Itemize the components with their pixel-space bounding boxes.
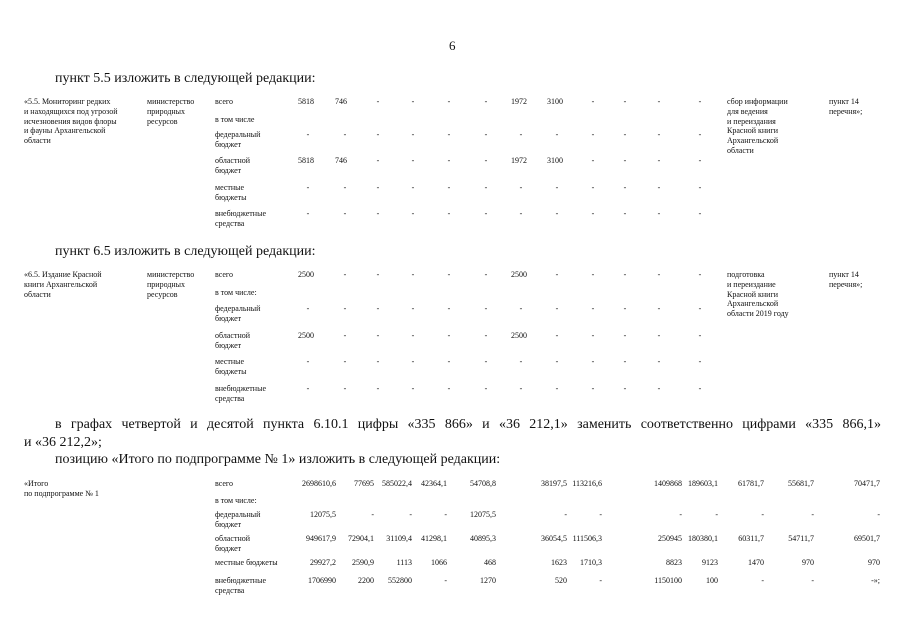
amend-paragraph-line1: в графах четвертой и десятой пункта 6.10.1 цифры «335 866» и «36 212,1» заменить соответственно цифрами «335 866,1» (55, 417, 881, 432)
table-5-5-dash: - (698, 97, 702, 106)
table-5-5-result-line: Красной книги (727, 126, 779, 136)
total-value: 70471,7 (854, 479, 880, 488)
amend-paragraph-line3: позицию «Итого по подпрограмме № 1» изложить в следующей редакции: (55, 452, 501, 467)
total-row-label-line: местные бюджеты (215, 558, 278, 567)
table-6-5-dash: - (591, 304, 595, 313)
table-5-5-dash: - (484, 183, 488, 192)
table-5-5-dash: - (623, 156, 627, 165)
total-value: - (811, 576, 814, 585)
table-6-5-dash: - (447, 331, 451, 340)
table-5-5-dash: - (447, 97, 451, 106)
total-row-label (215, 496, 257, 506)
table-5-5-value: 1972 (511, 156, 527, 165)
table-5-5-dash: - (411, 156, 415, 165)
total-row-label-line: бюджет (215, 543, 242, 553)
total-value: - (877, 510, 880, 519)
total-value: 250945 (658, 534, 682, 543)
table-5-5-row-label-line: средства (215, 218, 245, 228)
table-6-5-result-line: области 2019 году (727, 309, 789, 319)
table-5-5-dash: - (519, 209, 523, 218)
table-5-5-dash: - (484, 97, 488, 106)
table-5-5-dash: - (447, 156, 451, 165)
table-5-5-dash: - (343, 130, 347, 139)
table-5-5-value: 3100 (547, 156, 563, 165)
table-5-5-dash: - (306, 183, 310, 192)
total-row-label-line: областной (215, 534, 251, 543)
table-6-5-dash: - (591, 270, 595, 279)
total-value: - (715, 510, 718, 519)
table-6-5-reference-line: перечня»; (829, 279, 863, 289)
total-value: 69501,7 (854, 534, 880, 543)
total-value: 2698610,6 (302, 479, 336, 488)
table-5-5-row-label-line: бюджет (215, 139, 242, 149)
total-value: 180380,1 (688, 534, 718, 543)
table-5-5-dash: - (555, 209, 559, 218)
total-value: - (371, 510, 374, 519)
table-6-5-row-label-line: средства (215, 393, 245, 403)
total-name-line: по подпрограмме № 1 (24, 488, 99, 498)
table-6-5-dash: - (555, 270, 559, 279)
table-6-5-dash: - (306, 304, 310, 313)
total-value: - (444, 576, 447, 585)
table-6-5-dash: - (343, 331, 347, 340)
total-value: - (761, 510, 764, 519)
table-5-5-executor-line: ресурсов (147, 116, 178, 126)
table-5-5-value: 746 (335, 156, 347, 165)
total-value: 41298,1 (421, 534, 447, 543)
table-5-5-name-line: «5.5. Мониторинг редких (24, 97, 111, 106)
table-6-5-dash: - (698, 270, 702, 279)
table-5-5-result-line: области (727, 145, 754, 155)
total-value: 1623 (551, 558, 567, 567)
table-5-5-dash: - (623, 183, 627, 192)
table-5-5-result-line: для ведения (727, 106, 768, 116)
total-row-label (215, 558, 278, 568)
total-value: 8823 (666, 558, 682, 567)
table-6-5-dash: - (555, 331, 559, 340)
table-5-5-dash: - (623, 209, 627, 218)
table-6-5-dash: - (306, 384, 310, 393)
table-6-5-dash: - (411, 304, 415, 313)
total-value: 61781,7 (738, 479, 764, 488)
table-6-5-dash: - (343, 357, 347, 366)
total-value: 585022,4 (382, 479, 412, 488)
table-6-5-dash: - (484, 357, 488, 366)
table-5-5-reference-line: перечня»; (829, 106, 863, 116)
table-5-5-dash: - (376, 97, 380, 106)
total-value: 12075,5 (470, 510, 496, 519)
total-value: 1470 (748, 558, 764, 567)
total-value: 12075,5 (310, 510, 336, 519)
total-row-label-line: средства (215, 585, 245, 595)
table-5-5-dash: - (591, 97, 595, 106)
total-value: 77695 (354, 479, 374, 488)
total-value: 38197,5 (541, 479, 567, 488)
total-value: - (761, 576, 764, 585)
table-5-5-value: 5818 (298, 156, 314, 165)
table-6-5-row-label-line: бюджеты (215, 366, 247, 376)
total-value: 468 (484, 558, 496, 567)
table-5-5-dash: - (657, 183, 661, 192)
table-5-5-dash: - (657, 156, 661, 165)
table-5-5-name-line: и находящихся под угрозой (24, 106, 118, 116)
table-6-5-dash: - (447, 384, 451, 393)
table-6-5-dash: - (484, 384, 488, 393)
total-name (24, 479, 99, 499)
table-5-5-value: 3100 (547, 97, 563, 106)
table-5-5-dash: - (519, 130, 523, 139)
table-5-5-name-line: области (24, 136, 51, 146)
total-value: 1113 (396, 558, 412, 567)
table-5-5-dash: - (411, 97, 415, 106)
table-5-5-dash: - (411, 130, 415, 139)
table-6-5-dash: - (623, 357, 627, 366)
table-6-5-dash: - (657, 304, 661, 313)
total-row-label-line: федеральный (215, 510, 261, 519)
table-5-5-dash: - (657, 209, 661, 218)
table-6-5-result-line: Красной книги (727, 289, 779, 299)
total-row-label (215, 510, 260, 530)
total-row-label-line: всего (215, 479, 234, 488)
total-value: 100 (706, 576, 718, 585)
table-6-5-dash: - (657, 357, 661, 366)
table-6-5-dash: - (343, 384, 347, 393)
table-6-5-row-label-line: федеральный (215, 304, 261, 313)
table-6-5-dash: - (411, 357, 415, 366)
table-5-5-result-line: Архангельской (727, 136, 779, 146)
table-5-5-dash: - (623, 97, 627, 106)
total-value: 1409868 (654, 479, 682, 488)
table-5-5-dash: - (411, 183, 415, 192)
table-6-5-dash: - (623, 304, 627, 313)
table-6-5-dash: - (591, 357, 595, 366)
total-value: 1270 (480, 576, 496, 585)
table-5-5-value: 5818 (298, 97, 314, 106)
total-value: - (444, 510, 447, 519)
table-6-5-dash: - (698, 384, 702, 393)
total-value: 113216,6 (572, 479, 602, 488)
total-value: 60311,7 (738, 534, 764, 543)
table-5-5-dash: - (306, 130, 310, 139)
table-5-5-dash: - (343, 183, 347, 192)
table-6-5-dash: - (484, 270, 488, 279)
table-6-5-reference-line: пункт 14 (829, 270, 859, 279)
total-value: 520 (555, 576, 567, 585)
table-5-5-row-label-line: внебюджетные (215, 209, 266, 218)
table-6-5-dash: - (376, 304, 380, 313)
total-row-label (215, 479, 233, 489)
total-value: 552800 (388, 576, 412, 585)
table-5-5-name-line: и фауны Архангельской (24, 126, 106, 136)
table-5-5-row-label-line: в том числе (215, 115, 255, 124)
amend-paragraph-line2: и «36 212,2»; (24, 435, 102, 450)
table-6-5-row-label-line: всего (215, 270, 234, 279)
table-6-5-row-label-line: в том числе: (215, 288, 257, 297)
total-value: 970 (868, 558, 880, 567)
table-5-5-row-label-line: местные (215, 183, 245, 192)
table-6-5-dash: - (555, 384, 559, 393)
table-6-5-dash: - (411, 331, 415, 340)
page-number: 6 (449, 38, 456, 53)
table-5-5-dash: - (484, 130, 488, 139)
table-6-5-name-line: «6.5. Издание Красной (24, 270, 102, 279)
table-6-5-dash: - (657, 270, 661, 279)
table-6-5-row-label-line: местные (215, 357, 245, 366)
table-6-5-dash: - (555, 357, 559, 366)
total-value: 36054,5 (541, 534, 567, 543)
table-5-5-dash: - (698, 209, 702, 218)
table-6-5-dash: - (623, 331, 627, 340)
table-6-5-dash: - (376, 384, 380, 393)
total-value: 40895,3 (470, 534, 496, 543)
total-row-label (215, 576, 266, 596)
total-value: 949617,9 (306, 534, 336, 543)
table-6-5-dash: - (657, 331, 661, 340)
total-value: 29927,2 (310, 558, 336, 567)
table-5-5-row-label-line: бюджет (215, 165, 242, 175)
table-6-5-row-label-line: бюджет (215, 313, 242, 323)
table-5-5-dash: - (376, 209, 380, 218)
table-6-5-dash: - (306, 357, 310, 366)
table-6-5-row-label-line: областной (215, 331, 251, 340)
table-6-5-dash: - (447, 270, 451, 279)
table-6-5-value: 2500 (511, 270, 527, 279)
total-value: - (679, 510, 682, 519)
total-value: 111506,3 (572, 534, 602, 543)
table-5-5-dash: - (343, 209, 347, 218)
table-5-5-dash: - (657, 130, 661, 139)
table-6-5-dash: - (484, 331, 488, 340)
table-6-5-name-line: книги Архангельской (24, 279, 98, 289)
total-value: 55681,7 (788, 479, 814, 488)
total-value: 72904,1 (348, 534, 374, 543)
table-5-5-row-label-line: бюджеты (215, 192, 247, 202)
total-value: 1706990 (308, 576, 336, 585)
table-5-5-dash: - (555, 183, 559, 192)
table-5-5-dash: - (484, 209, 488, 218)
table-5-5-row-label-line: федеральный (215, 130, 261, 139)
table-6-5-value: 2500 (298, 270, 314, 279)
total-value: 2200 (358, 576, 374, 585)
table-5-5-result-line: и переиздания (727, 116, 776, 126)
total-value: 2590,9 (352, 558, 374, 567)
total-value: -»; (871, 576, 880, 585)
table-6-5-dash: - (519, 357, 523, 366)
total-row-label-line: внебюджетные (215, 576, 266, 585)
total-row-label-line: в том числе: (215, 496, 257, 505)
table-6-5-result-line: и переиздание (727, 279, 776, 289)
table-6-5-dash: - (343, 270, 347, 279)
heading-5-5: пункт 5.5 изложить в следующей редакции: (55, 71, 316, 86)
table-5-5-dash: - (447, 183, 451, 192)
total-value: 1150100 (654, 576, 682, 585)
total-value: 9123 (702, 558, 718, 567)
total-name-line: «Итого (24, 479, 49, 488)
table-6-5-dash: - (698, 357, 702, 366)
table-5-5-dash: - (519, 183, 523, 192)
table-5-5-dash: - (591, 209, 595, 218)
total-value: 54711,7 (788, 534, 814, 543)
table-5-5-reference-line: пункт 14 (829, 97, 859, 106)
table-6-5-name-line: области (24, 289, 51, 299)
table-5-5-dash: - (447, 130, 451, 139)
table-5-5-executor-line: природных (147, 106, 186, 116)
total-value: 54708,8 (470, 479, 496, 488)
table-6-5-dash: - (623, 270, 627, 279)
table-5-5-dash: - (698, 130, 702, 139)
table-5-5-dash: - (376, 183, 380, 192)
table-6-5-dash: - (376, 331, 380, 340)
table-6-5-dash: - (411, 384, 415, 393)
table-5-5-dash: - (591, 183, 595, 192)
table-6-5-dash: - (657, 384, 661, 393)
table-5-5-result-line: сбор информации (727, 97, 788, 106)
table-5-5-dash: - (376, 156, 380, 165)
table-6-5-dash: - (519, 304, 523, 313)
table-5-5-dash: - (376, 130, 380, 139)
table-6-5-executor-line: ресурсов (147, 289, 178, 299)
total-value: 42364,1 (421, 479, 447, 488)
table-6-5-dash: - (447, 304, 451, 313)
table-5-5-dash: - (698, 156, 702, 165)
total-value: - (811, 510, 814, 519)
total-value: - (599, 576, 602, 585)
table-5-5-value: 1972 (511, 97, 527, 106)
table-6-5-dash: - (623, 384, 627, 393)
total-value: 189603,1 (688, 479, 718, 488)
table-5-5-executor-line: министерство (147, 97, 195, 106)
table-5-5-dash: - (484, 156, 488, 165)
table-5-5-dash: - (698, 183, 702, 192)
table-6-5-dash: - (376, 270, 380, 279)
table-5-5-row-label-line: всего (215, 97, 234, 106)
total-value: 1710,3 (580, 558, 602, 567)
table-5-5-dash: - (591, 130, 595, 139)
total-value: 970 (802, 558, 814, 567)
table-6-5-dash: - (484, 304, 488, 313)
table-6-5-result-line: подготовка (727, 270, 765, 279)
table-6-5-result-line: Архангельской (727, 299, 779, 309)
table-5-5-value: 746 (335, 97, 347, 106)
total-value: 31109,4 (386, 534, 412, 543)
table-6-5-dash: - (376, 357, 380, 366)
total-row-label (215, 534, 250, 554)
total-value: 1066 (431, 558, 447, 567)
total-row-label-line: бюджет (215, 519, 242, 529)
table-6-5-row-label-line: внебюджетные (215, 384, 266, 393)
total-value: - (409, 510, 412, 519)
table-6-5-dash: - (447, 357, 451, 366)
table-5-5-dash: - (623, 130, 627, 139)
heading-6-5: пункт 6.5 изложить в следующей редакции: (55, 244, 316, 259)
table-6-5-dash: - (591, 384, 595, 393)
table-6-5-executor-line: природных (147, 279, 186, 289)
table-6-5-dash: - (555, 304, 559, 313)
table-6-5-value: 2500 (511, 331, 527, 340)
table-5-5-dash: - (657, 97, 661, 106)
table-5-5-dash: - (591, 156, 595, 165)
table-6-5-dash: - (698, 304, 702, 313)
table-6-5-executor-line: министерство (147, 270, 195, 279)
total-value: - (564, 510, 567, 519)
table-6-5-dash: - (519, 384, 523, 393)
table-5-5-dash: - (306, 209, 310, 218)
table-5-5-row-label-line: областной (215, 156, 251, 165)
table-5-5-name-line: исчезновения видов флоры (24, 116, 117, 126)
table-6-5-dash: - (591, 331, 595, 340)
table-6-5-value: 2500 (298, 331, 314, 340)
table-5-5-dash: - (447, 209, 451, 218)
table-5-5-dash: - (555, 130, 559, 139)
table-6-5-dash: - (343, 304, 347, 313)
table-6-5-row-label-line: бюджет (215, 340, 242, 350)
table-5-5-dash: - (411, 209, 415, 218)
total-value: - (599, 510, 602, 519)
table-6-5-dash: - (698, 331, 702, 340)
table-6-5-dash: - (411, 270, 415, 279)
